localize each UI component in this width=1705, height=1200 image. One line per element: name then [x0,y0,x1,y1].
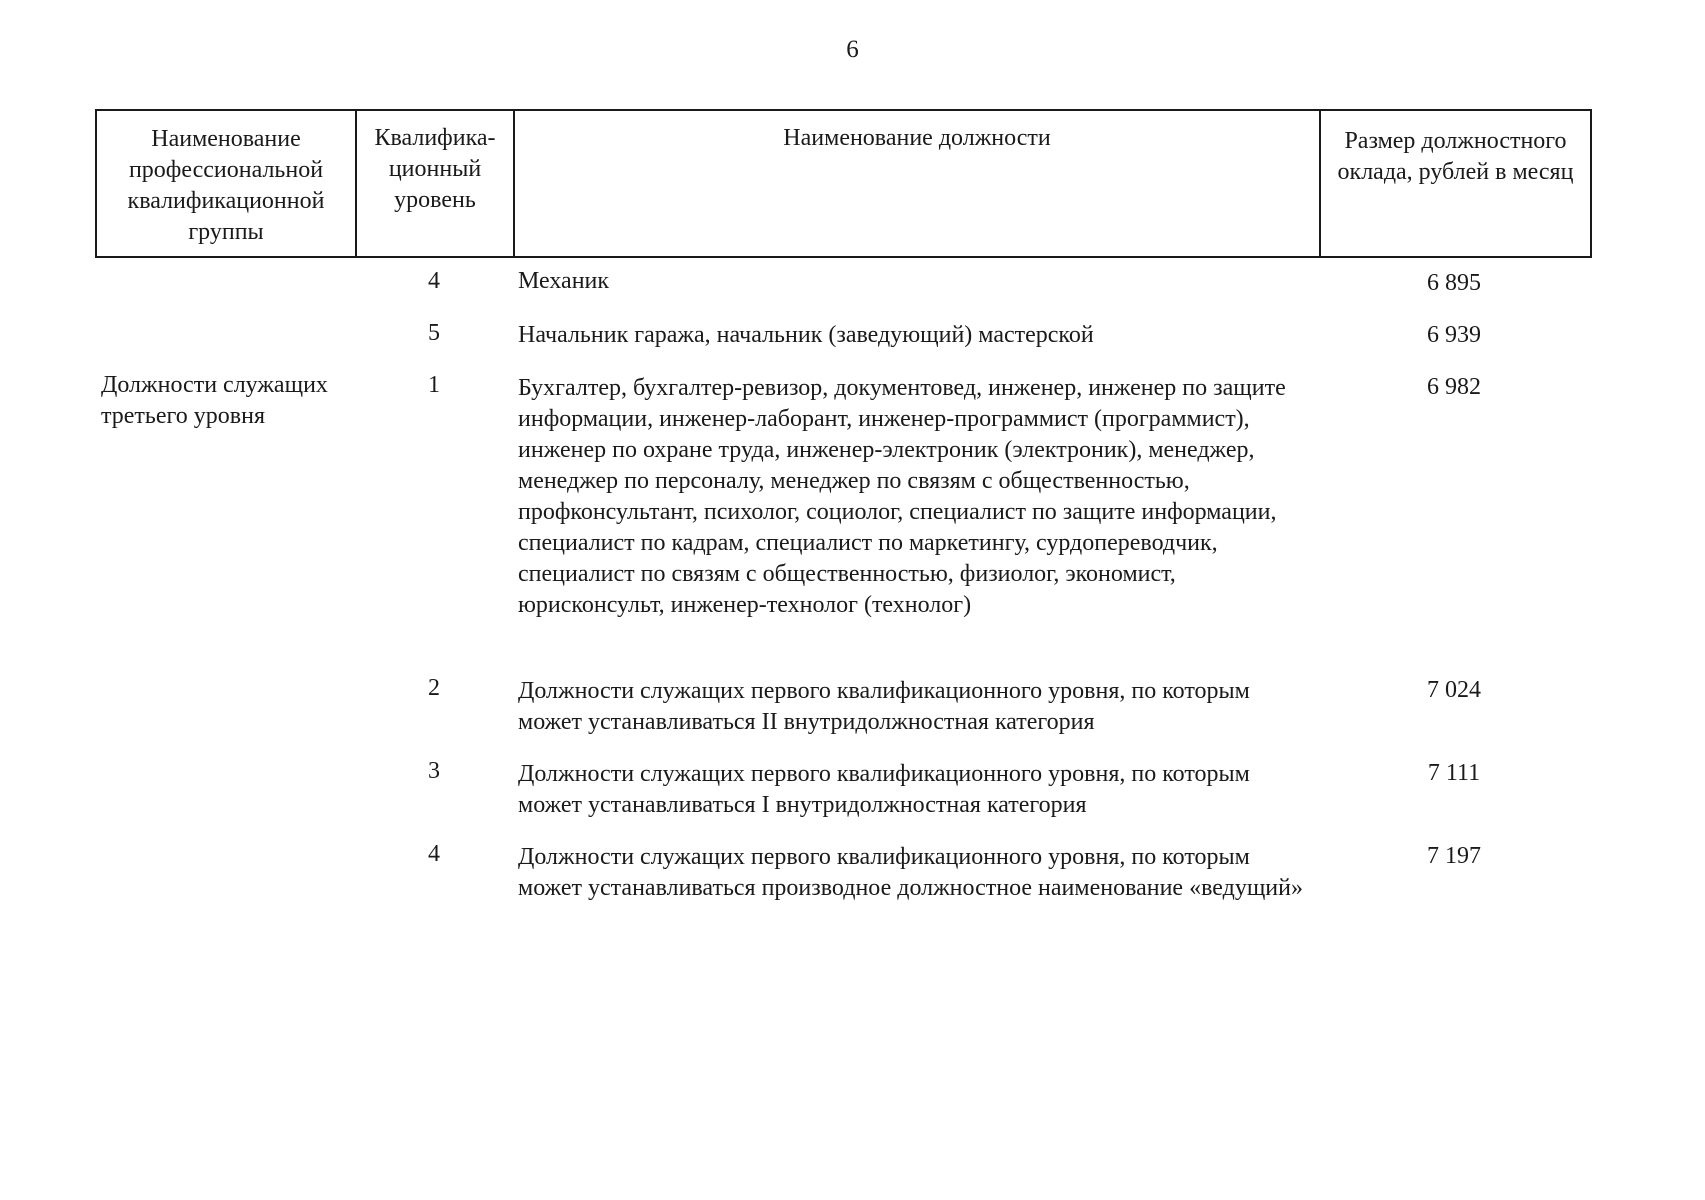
title-cell: Начальник гаража, начальник (заведующий) мастерской [518,322,1094,348]
level-cell: 1 [428,372,440,398]
title-cell: Механик [518,268,610,294]
level-cell: 3 [428,758,440,784]
header-salary: Размер должностного оклада, рублей в месяц [1337,128,1574,185]
header-title: Наименование должности [515,111,1321,256]
salary-cell: 7 111 [1427,760,1481,786]
salary-cell: 6 982 [1427,374,1481,400]
level-cell: 2 [428,675,440,701]
title-cell: Бухгалтер, бухгалтер-ревизор, документовед, инженер, инженер по защите информации, инженер-лаборант, инженер-программист (программист), инженер по охране труда, инженер-электроник (электроник), менеджер, менеджер по персоналу, менеджер по связям с общественностью, профконсультант, психолог, социолог, специалист по защите информации, специалист по кадрам, специалист по маркетингу, сурдопереводчик, специалист по связям с общественностью, физиолог, экономист, юрисконсульт, инженер-технолог (технолог) [518,375,1286,618]
header-level: Квалифика-ционный уровень [357,111,515,256]
header-group: Наименование профессиональной квалификационной группы [97,111,357,256]
title-cell: Должности служащих первого квалификационного уровня, по которым может устанавливаться II внутридолжностная категория [518,678,1250,735]
salary-cell: 6 895 [1427,270,1481,296]
group-cell: Должности служащих третьего уровня [101,372,328,429]
title-cell: Должности служащих первого квалификационного уровня, по которым может устанавливаться производное должностное наименование «ведущий» [518,844,1303,901]
level-cell: 4 [428,841,440,867]
salary-cell: 7 197 [1427,843,1481,869]
level-cell: 5 [428,320,440,346]
title-cell: Должности служащих первого квалификационного уровня, по которым может устанавливаться I внутридолжностная категория [518,761,1250,818]
level-cell: 4 [428,268,440,294]
salary-cell: 6 939 [1427,322,1481,348]
salary-cell: 7 024 [1427,677,1481,703]
page-number: 6 [846,36,859,63]
